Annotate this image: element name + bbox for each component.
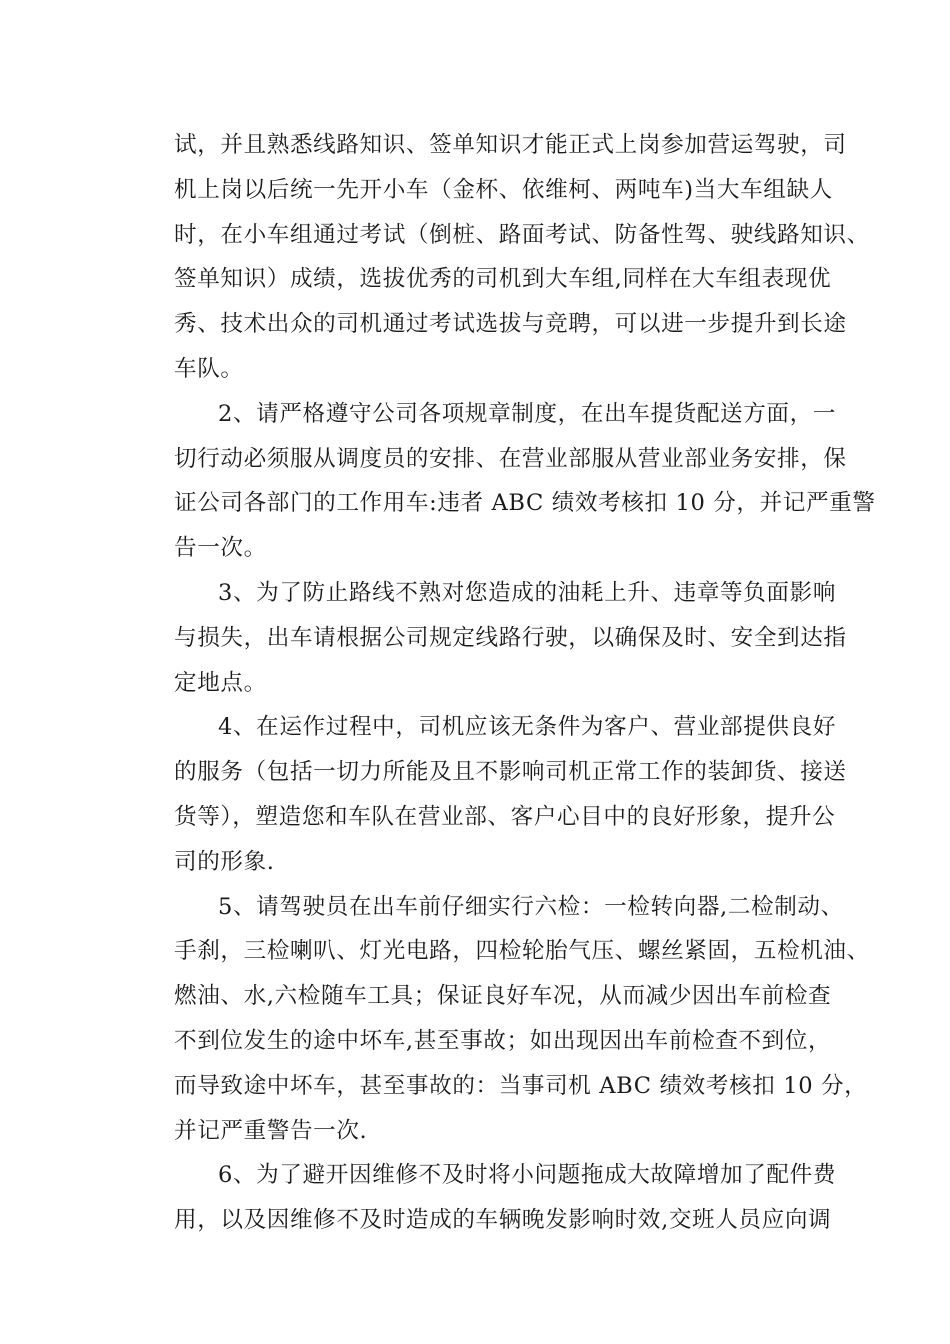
text-line: 切行动必须服从调度员的安排、在营业部服从营业部业务安排，保: [174, 445, 847, 472]
text-line: 车队。: [174, 355, 244, 382]
paragraph-2: [174, 392, 876, 571]
document-body: [174, 123, 876, 1243]
text-line: 签单知识）成绩，选拔优秀的司机到大车组,同样在大车组表现优: [174, 266, 832, 293]
text-line: 2、请严格遵守公司各项规章制度，在出车提货配送方面，一: [218, 400, 837, 427]
paragraph-3: [174, 571, 847, 705]
text-line: 司的形象.: [174, 848, 275, 875]
text-line: 与损失，出车请根据公司规定线路行驶，以确保及时、安全到达指: [174, 624, 847, 651]
text-line: 时，在小车组通过考试（倒桩、路面考试、防备性驾、驶线路知识、: [174, 221, 870, 248]
text-line: 而导致途中坏车，甚至事故的：当事司机 ABC 绩效考核扣 10 分，: [174, 1072, 868, 1099]
paragraph-continued: [174, 123, 870, 392]
text-line: 并记严重警告一次.: [174, 1117, 368, 1144]
text-line: 货等），塑造您和车队在营业部、客户心目中的良好形象，提升公: [174, 803, 836, 830]
paragraph-5: [174, 885, 870, 1154]
text-line: 证公司各部门的工作用车:违者 ABC 绩效考核扣 10 分，并记严重警: [174, 490, 876, 517]
text-line: 定地点。: [174, 669, 267, 696]
paragraph-4: [174, 705, 847, 884]
text-line: 不到位发生的途中坏车,甚至事故；如出现因出车前检查不到位，: [174, 1027, 832, 1054]
text-line: 6、为了避开因维修不及时将小问题拖成大故障增加了配件费: [218, 1162, 837, 1189]
text-line: 4、在运作过程中，司机应该无条件为客户、营业部提供良好: [218, 714, 837, 741]
text-line: 用，以及因维修不及时造成的车辆晚发影响时效,交班人员应向调: [174, 1207, 832, 1234]
text-line: 试，并且熟悉线路知识、签单知识才能正式上岗参加营运驾驶，司: [174, 132, 847, 158]
text-line: 手刹，三检喇叭、灯光电路，四检轮胎气压、螺丝紧固，五检机油、: [174, 938, 870, 965]
text-line: 燃油、水,六检随车工具；保证良好车况，从而减少因出车前检查: [174, 983, 832, 1010]
text-line: 3、为了防止路线不熟对您造成的油耗上升、违章等负面影响: [218, 579, 837, 606]
text-line: 告一次。: [174, 535, 267, 562]
text-line: 5、请驾驶员在出车前仔细实行六检：一检转向器,二检制动、: [218, 893, 844, 920]
text-line: 的服务（包括一切力所能及且不影响司机正常工作的装卸货、接送: [174, 759, 847, 786]
paragraph-6: [174, 1153, 839, 1243]
text-line: 秀、技术出众的司机通过考试选拔与竞聘，可以进一步提升到长途: [174, 311, 847, 338]
text-line: 机上岗以后统一先开小车（金杯、依维柯、两吨车)当大车组缺人: [174, 176, 833, 203]
